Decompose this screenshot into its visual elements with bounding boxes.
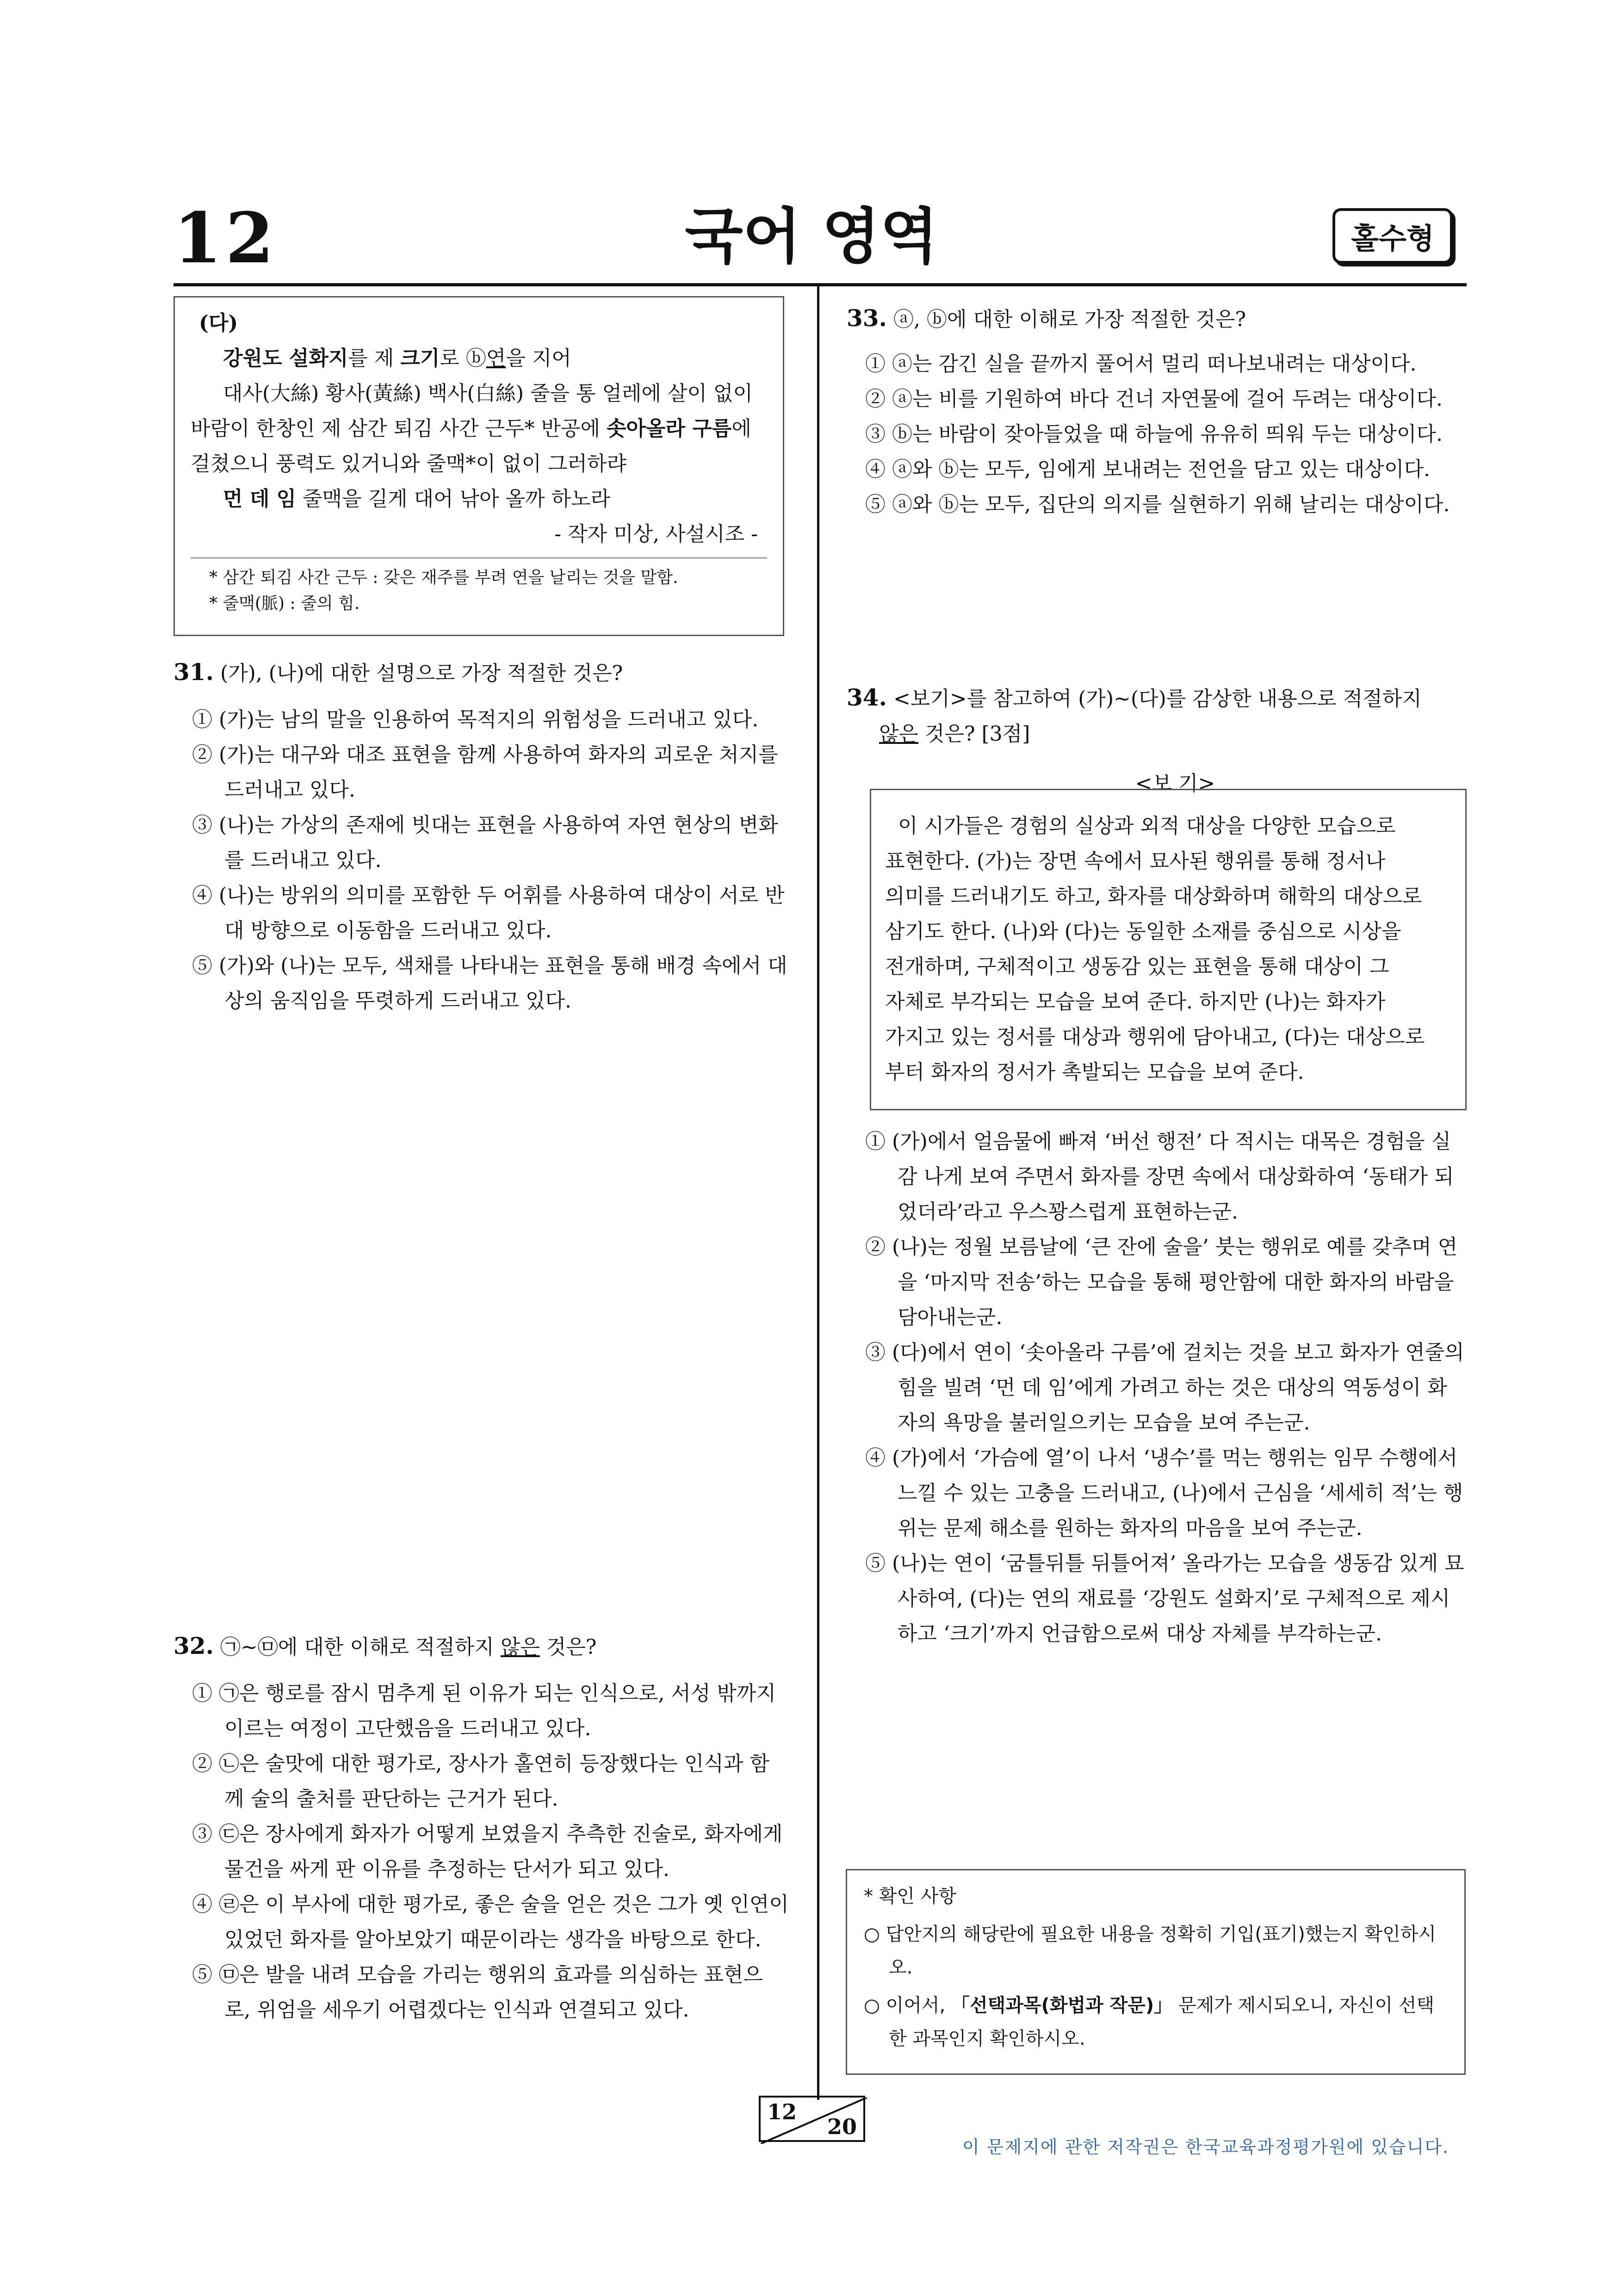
bogi-title: <보 기> xyxy=(1090,772,1261,796)
bogi-line: 가지고 있는 정서를 대상과 행위에 담아내고, (다)는 대상으로 xyxy=(885,1025,1425,1049)
bogi-box xyxy=(870,789,1467,1110)
answer-option[interactable]: ③ (다)에서 연이 ‘솟아올라 구름’에 걸치는 것을 보고 화자가 연줄의 힘을 빌려 ‘먼 데 임’에게 가려고 하는 것은 대상의 역동성이 화자의 욕망을 불러일으키는 모습을 보여 주는군. xyxy=(865,1341,1464,1435)
answer-option[interactable]: ③ ⓑ는 바람이 잦아들었을 때 하늘에 유유히 띄워 두는 대상이다. xyxy=(865,422,1443,446)
bogi-line: 표현한다. (가)는 장면 속에서 묘사된 행위를 통해 정서나 xyxy=(885,849,1386,873)
note-divider xyxy=(191,557,767,558)
page-indicator xyxy=(759,2096,865,2142)
answer-option[interactable]: ② ⓐ는 비를 기원하여 바다 건너 자연물에 걸어 두려는 대상이다. xyxy=(865,387,1443,411)
answer-option[interactable]: ④ ⓐ와 ⓑ는 모두, 임에게 보내려는 전언을 담고 있는 대상이다. xyxy=(865,458,1430,481)
answer-option[interactable]: ① ㉠은 행로를 잠시 멈추게 된 이유가 되는 인식으로, 서성 밖까지 이르는 여정이 고단했음을 드러내고 있다. xyxy=(192,1682,776,1740)
question-stem: 34. <보기>를 참고하여 (가)~(다)를 감상한 내용으로 적절하지 xyxy=(847,684,1422,711)
passage-box xyxy=(173,296,784,636)
footnote: * 삼간 퇴김 사간 근두 : 갖은 재주를 부려 연을 날리는 것을 말함. xyxy=(209,568,678,587)
bogi-line: 이 시가들은 경험의 실상과 외적 대상을 다양한 모습으로 xyxy=(898,814,1396,838)
answer-option[interactable]: ① (가)는 남의 말을 인용하여 목적지의 위험성을 드러내고 있다. xyxy=(192,708,759,731)
question-34-options xyxy=(847,1124,1467,1652)
answer-option[interactable]: ② (나)는 정월 보름날에 ‘큰 잔에 술을’ 붓는 행위로 예를 갖추며 연을 ‘마지막 전송’하는 모습을 통해 평안함에 대한 화자의 바람을 담아내는군. xyxy=(865,1235,1458,1329)
question-32 xyxy=(173,1628,789,2028)
bogi-line: 부터 화자의 정서가 촉발되는 모습을 보여 준다. xyxy=(885,1060,1304,1084)
check-items-box xyxy=(846,1869,1466,2075)
footnote: * 줄맥(脈) : 줄의 힘. xyxy=(209,594,360,613)
header-rule xyxy=(173,283,1467,286)
total-pages: 20 xyxy=(827,2114,857,2139)
passage-line: 먼 데 임 줄맥을 길게 대어 낚아 올까 하노라 xyxy=(223,487,611,511)
answer-option[interactable]: ① ⓐ는 감긴 실을 끝까지 풀어서 멀리 떠나보내려는 대상이다. xyxy=(865,352,1417,376)
answer-option[interactable]: ③ ㉢은 장사에게 화자가 어떻게 보였을지 추측한 진술로, 화자에게 물건을 싸게 판 이유를 추정하는 단서가 되고 있다. xyxy=(192,1822,783,1881)
bogi-line: 자체로 부각되는 모습을 보여 준다. 하지만 (나)는 화자가 xyxy=(885,990,1386,1014)
page-number: 12 xyxy=(173,198,278,279)
answer-option[interactable]: ⑤ (가)와 (나)는 모두, 색채를 나타내는 표현을 통해 배경 속에서 대상의 움직임을 뚜렷하게 드러내고 있다. xyxy=(192,954,787,1013)
answer-option[interactable]: ① (가)에서 얼음물에 빠져 ‘버선 행전’ 다 적시는 대목은 경험을 실감 나게 보여 주면서 화자를 장면 속에서 대상화하여 ‘동태가 되었더라’라고 우스꽝스럽게 표현하는군. xyxy=(865,1130,1454,1224)
answer-option[interactable]: ④ (나)는 방위의 의미를 포함한 두 어휘를 사용하여 대상이 서로 반대 방향으로 이동함을 드러내고 있다. xyxy=(192,884,785,942)
copyright-notice: 이 문제지에 관한 저작권은 한국교육과정평가원에 있습니다. xyxy=(962,2137,1450,2157)
passage-label: (다) xyxy=(199,311,238,335)
bogi-line: 의미를 드러내기도 하고, 화자를 대상화하며 해학의 대상으로 xyxy=(885,885,1422,908)
question-stem: 32. ㉠~㉤에 대한 이해로 적절하지 않은 것은? xyxy=(173,1632,597,1659)
question-33 xyxy=(847,301,1467,522)
question-31 xyxy=(173,655,789,1019)
question-stem: 33. ⓐ, ⓑ에 대한 이해로 가장 적절한 것은? xyxy=(847,304,1246,332)
answer-option[interactable]: ② (가)는 대구와 대조 표현을 함께 사용하여 화자의 괴로운 처지를 드러내고 있다. xyxy=(192,743,778,802)
answer-option[interactable]: ⑤ (나)는 연이 ‘굼틀뒤틀 뒤틀어져’ 올라가는 모습을 생동감 있게 묘사하여, (다)는 연의 재료를 ‘강원도 설화지’로 구체적으로 제시하고 ‘크기’까지 언급함으로써 대상 자체를 부각하는군. xyxy=(865,1552,1464,1646)
question-number: 33. xyxy=(847,304,887,332)
current-page: 12 xyxy=(767,2099,797,2124)
column-divider xyxy=(817,286,819,2100)
check-item: ○ 답안지의 해당란에 필요한 내용을 정확히 기입(표기)했는지 확인하시오. xyxy=(864,1924,1437,1978)
answer-option[interactable]: ③ (나)는 가상의 존재에 빗대는 표현을 사용하여 자연 현상의 변화를 드러내고 있다. xyxy=(192,813,778,872)
question-number: 34. xyxy=(847,684,887,711)
page-title: 국어 영역 xyxy=(685,201,938,272)
answer-option[interactable]: ④ (가)에서 ‘가슴에 열’이 나서 ‘냉수’를 먹는 행위는 임무 수행에서 느낄 수 있는 고충을 드러내고, (나)에서 근심을 ‘세세히 적’는 행위는 문제 해소를 원하는 화자의 마음을 보여 주는군. xyxy=(865,1446,1463,1540)
answer-option[interactable]: ⑤ ⓐ와 ⓑ는 모두, 집단의 의지를 실현하기 위해 날리는 대상이다. xyxy=(865,493,1450,516)
passage-line: 대사(大絲) 황사(黃絲) 백사(白絲) 줄을 통 얼레에 살이 없이 xyxy=(223,382,753,405)
passage-line: 강원도 설화지를 제 크기로 ⓑ연을 지어 xyxy=(223,347,571,370)
bogi-line: 삼기도 한다. (나)와 (다)는 동일한 소재를 중심으로 시상을 xyxy=(885,920,1401,943)
check-title: * 확인 사항 xyxy=(864,1886,956,1907)
answer-option[interactable]: ⑤ ㉤은 발을 내려 모습을 가리는 행위의 효과를 의심하는 표현으로, 위엄을 세우기 어렵겠다는 인식과 연결되고 있다. xyxy=(192,1963,763,2022)
answer-option[interactable]: ② ㉡은 술맛에 대한 평가로, 장사가 홀연히 등장했다는 인식과 함께 술의 출처를 판단하는 근거가 된다. xyxy=(192,1752,769,1811)
check-item: ○ 이어서, 「선택과목(화법과 작문)」 문제가 제시되오니, 자신이 선택한 과목인지 확인하시오. xyxy=(864,1995,1435,2049)
question-stem: 31. (가), (나)에 대한 설명으로 가장 적절한 것은? xyxy=(173,658,623,686)
bogi-line: 전개하며, 구체적이고 생동감 있는 표현을 통해 대상이 그 xyxy=(885,955,1389,978)
passage-line: 걸쳤으니 풍력도 있거니와 줄맥*이 없이 그러하랴 xyxy=(191,452,627,476)
answer-option[interactable]: ④ ㉣은 이 부사에 대한 평가로, 좋은 술을 얻은 것은 그가 옛 인연이 있었던 화자를 알아보았기 때문이라는 생각을 바탕으로 한다. xyxy=(192,1893,789,1951)
question-number: 31. xyxy=(173,658,214,686)
passage-source: - 작자 미상, 사설시조 - xyxy=(554,522,758,546)
question-34-stem: 34. <보기>를 참고하여 (가)~(다)를 감상한 내용으로 적절하지 않은 것은? [3점] xyxy=(847,680,1467,752)
passage-line: 바람이 한창인 제 삼간 퇴김 사간 근두* 반공에 솟아올라 구름에 xyxy=(191,417,751,440)
exam-type-badge: 홀수형 xyxy=(1332,208,1453,264)
question-number: 32. xyxy=(173,1632,214,1659)
